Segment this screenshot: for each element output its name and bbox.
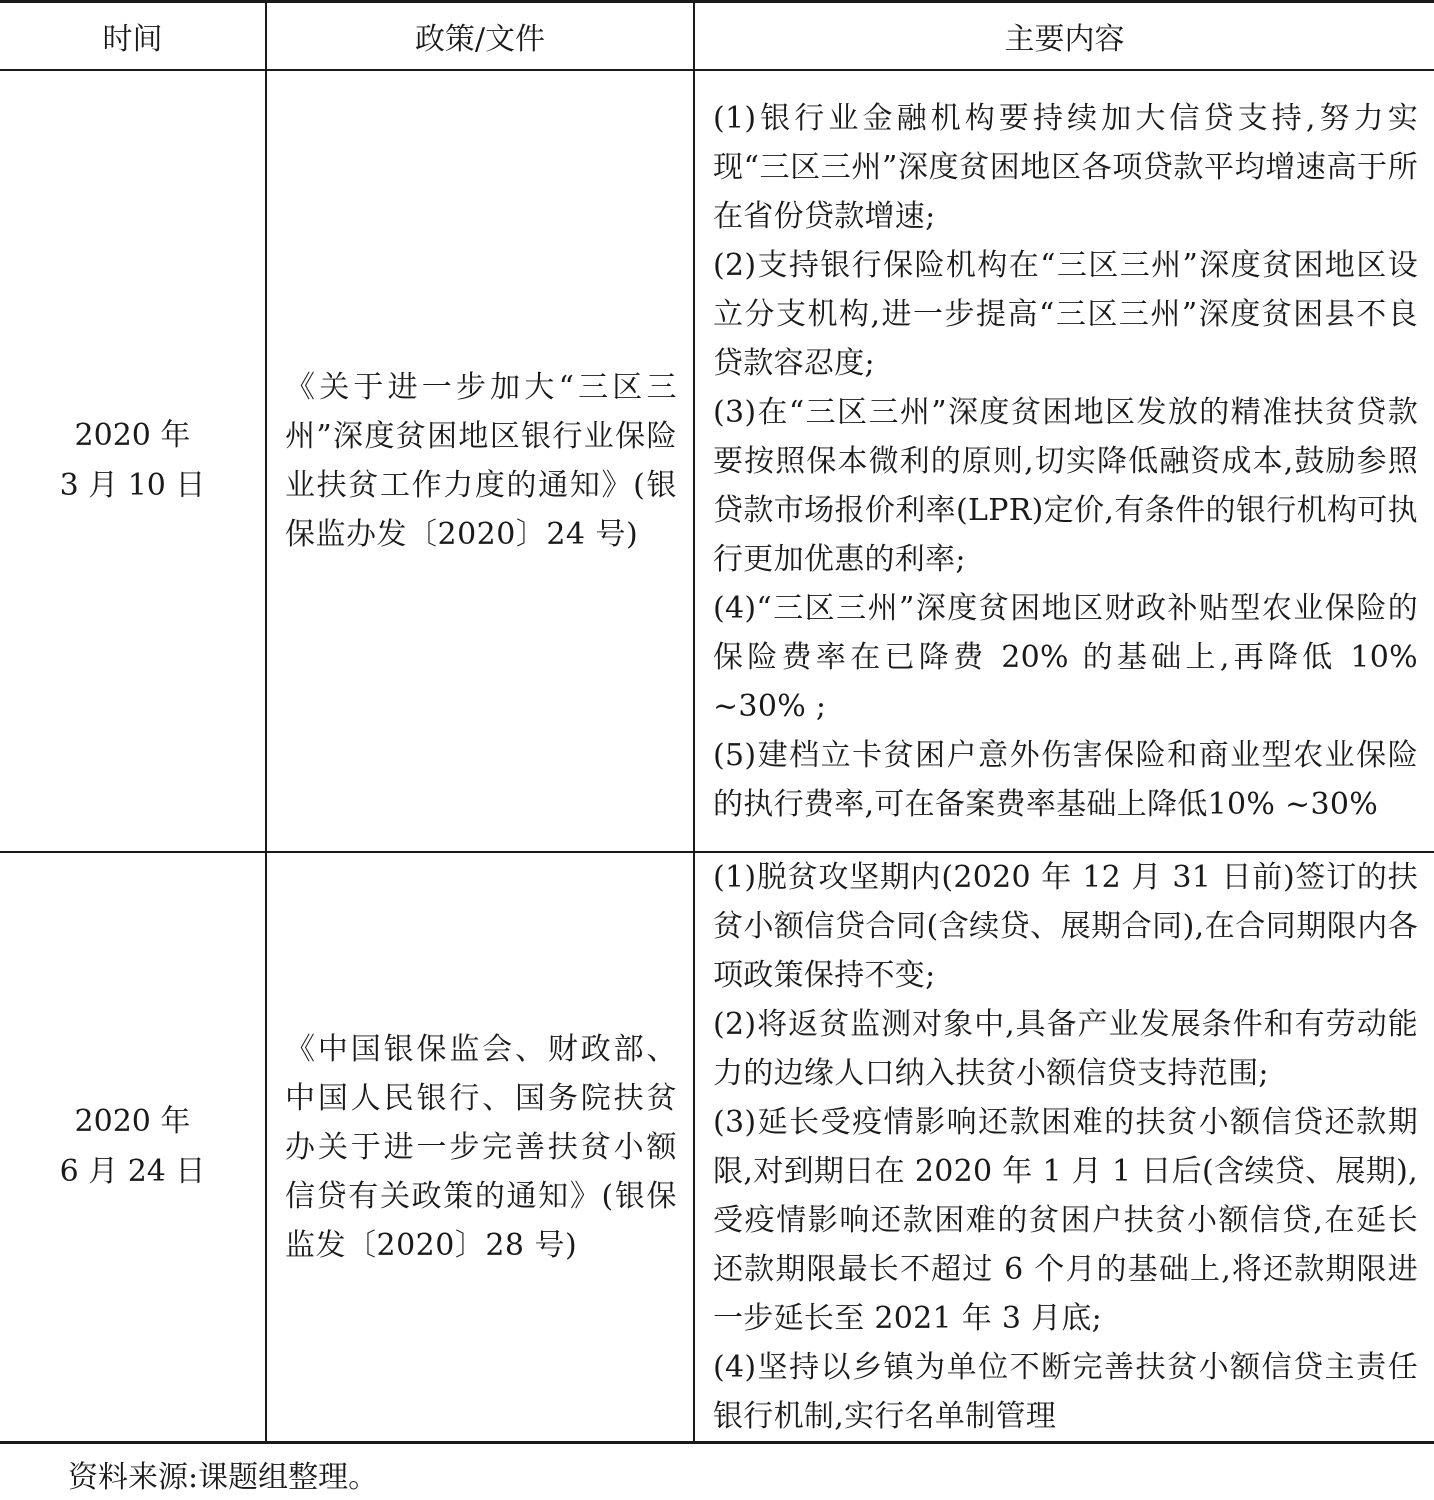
content-item: (1)银行业金融机构要持续加大信贷支持,努力实现“三区三州”深度贫困地区各项贷款平均增速高于所在省份贷款增速; <box>713 100 1418 234</box>
content-item: (1)脱贫攻坚期内(2020 年 12 月 31 日前)签订的扶贫小额信贷合同(含续贷、展期合同),在合同期限内各项政策保持不变; <box>713 860 1418 993</box>
date-year: 2020 年 <box>74 1104 191 1139</box>
content-item: (4)坚持以乡镇为单位不断完善扶贫小额信贷主责任银行机制,实行名单制管理 <box>713 1350 1418 1434</box>
time-cell <box>0 852 266 1443</box>
content-item: (3)在“三区三州”深度贫困地区发放的精准扶贫贷款要按照保本微利的原则,切实降低融资成本,鼓励参照贷款市场报价利率(LPR)定价,有条件的银行机构可执行更加优惠的利率; <box>713 394 1418 577</box>
content-item: (2)将返贫监测对象中,具备产业发展条件和有劳动能力的边缘人口纳入扶贫小额信贷支持范围; <box>713 1007 1418 1091</box>
content-item: (2)支持银行保险机构在“三区三州”深度贫困地区设立分支机构,进一步提高“三区三州”深度贫困县不良贷款容忍度; <box>713 247 1418 381</box>
policy-cell <box>266 852 694 1443</box>
date-year: 2020 年 <box>74 418 191 453</box>
content-cell <box>694 852 1434 1443</box>
table-row <box>0 852 1434 1443</box>
content-item: (3)延长受疫情影响还款困难的扶贫小额信贷还款期限,对到期日在 2020 年 1 月 1 日后(含续贷、展期),受疫情影响还款困难的贫困户扶贫小额信贷,在延长还款期限最长不超过 6 个月的基础上,将还款期限进一步延长至 2021 年 3 月底; <box>713 1105 1418 1336</box>
date-month-day: 3 月 10 日 <box>59 468 206 503</box>
date-month-day: 6 月 24 日 <box>59 1154 206 1189</box>
policy-title: 《关于进一步加大“三区三州”深度贫困地区银行业保险业扶贫工作力度的通知》(银保监办发〔2020〕24 号) <box>285 370 677 552</box>
time-cell <box>0 70 266 852</box>
header-time: 时间 <box>0 2 266 71</box>
policy-cell <box>266 70 694 852</box>
header-row <box>0 2 1434 71</box>
source-note: 资料来源:课题组整理。 <box>68 1460 379 1495</box>
header-policy: 政策/文件 <box>266 2 694 71</box>
table-row <box>0 70 1434 852</box>
content-item: (4)“三区三州”深度贫困地区财政补贴型农业保险的保险费率在已降费 20% 的基础上,再降低 10% ~30% ; <box>713 590 1418 724</box>
content-cell <box>694 70 1434 852</box>
header-content: 主要内容 <box>694 2 1434 71</box>
content-item: (5)建档立卡贫困户意外伤害保险和商业型农业保险的执行费率,可在备案费率基础上降低10% ~30% <box>713 737 1418 822</box>
policy-title: 《中国银保监会、财政部、中国人民银行、国务院扶贫办关于进一步完善扶贫小额信贷有关政策的通知》(银保监发〔2020〕28 号) <box>285 1031 677 1263</box>
